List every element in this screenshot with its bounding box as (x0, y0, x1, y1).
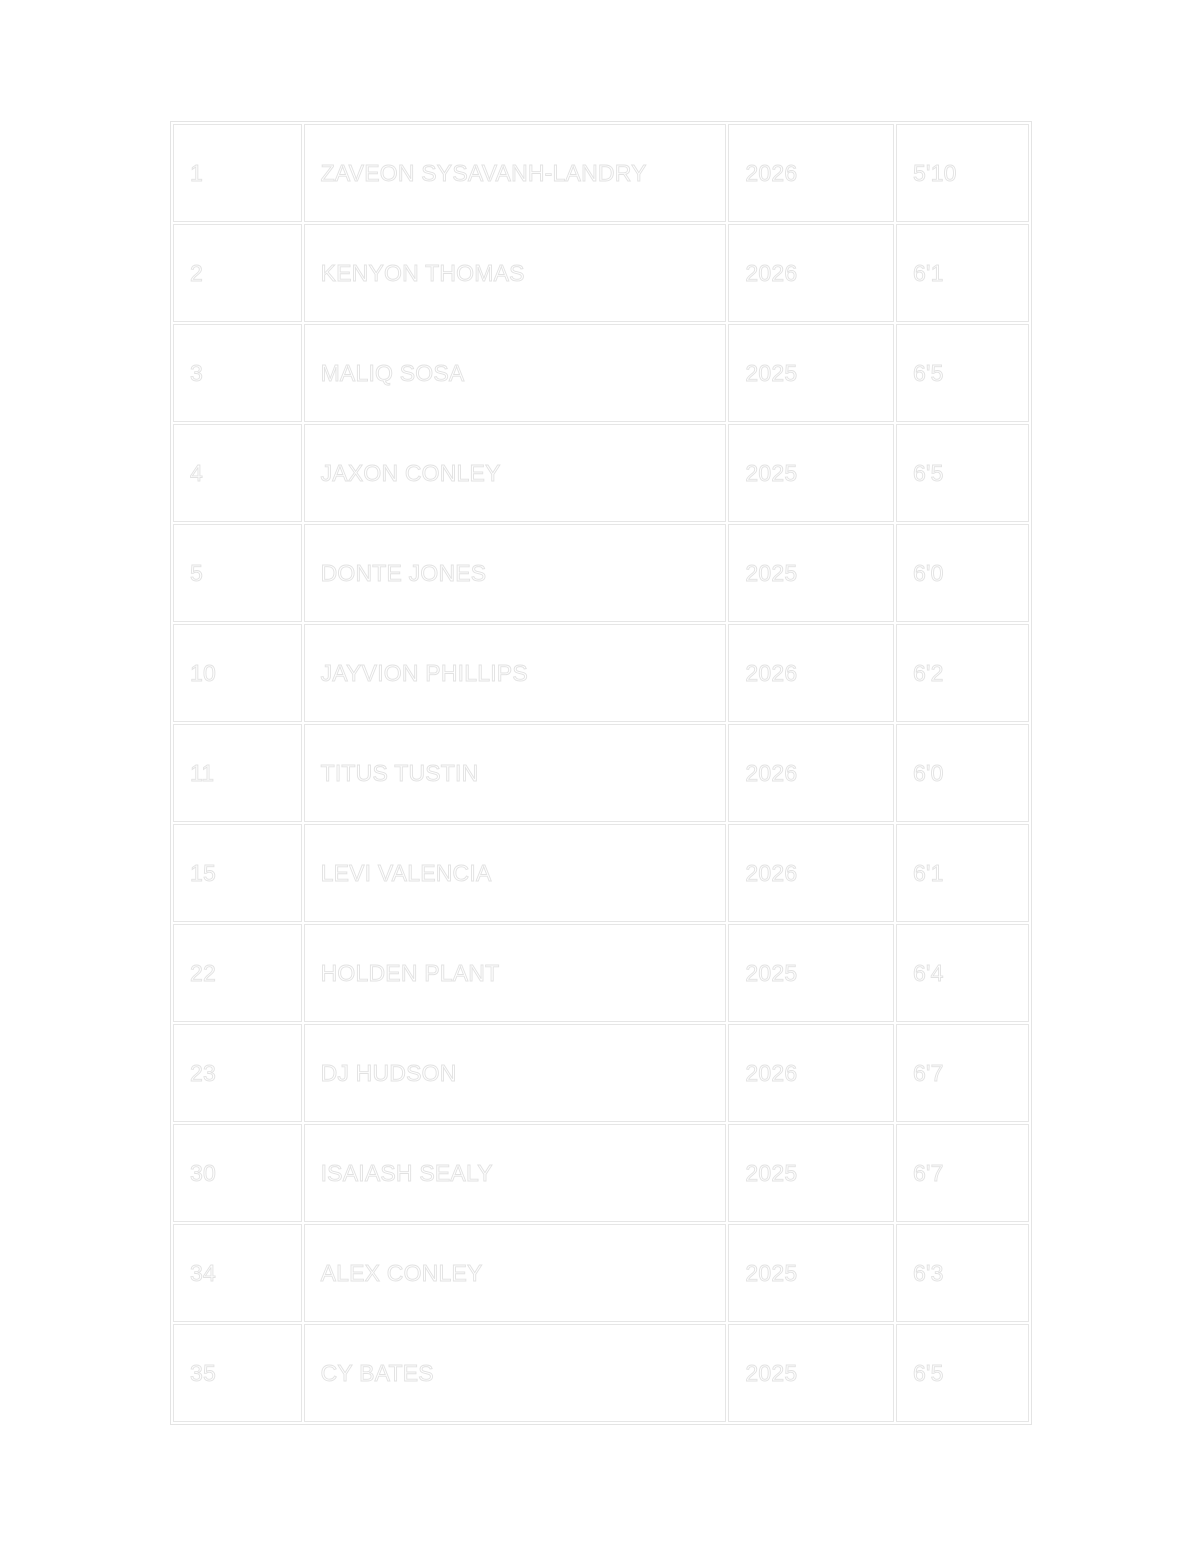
player-height-cell: 6'5 (896, 1324, 1029, 1422)
class-year-cell: 2026 (728, 624, 894, 722)
player-height-cell: 6'5 (896, 324, 1029, 422)
player-height-cell: 5'10 (896, 124, 1029, 222)
class-year-cell: 2026 (728, 824, 894, 922)
player-name-cell: ALEX CONLEY (304, 1224, 727, 1322)
table-row (173, 1024, 1029, 1122)
table-row (173, 324, 1029, 422)
class-year-cell: 2026 (728, 1024, 894, 1122)
jersey-number-cell: 1 (173, 124, 302, 222)
player-height-cell: 6'7 (896, 1024, 1029, 1122)
table-row (173, 724, 1029, 822)
table-row (173, 524, 1029, 622)
player-height-cell: 6'0 (896, 724, 1029, 822)
jersey-number-cell: 15 (173, 824, 302, 922)
jersey-number-cell: 35 (173, 1324, 302, 1422)
roster-table-body (173, 124, 1029, 1422)
player-height-cell: 6'7 (896, 1124, 1029, 1222)
player-name-cell: DONTE JONES (304, 524, 727, 622)
table-row (173, 124, 1029, 222)
roster-table (170, 121, 1032, 1425)
class-year-cell: 2025 (728, 924, 894, 1022)
class-year-cell: 2026 (728, 724, 894, 822)
jersey-number-cell: 11 (173, 724, 302, 822)
player-name-cell: CY BATES (304, 1324, 727, 1422)
player-height-cell: 6'3 (896, 1224, 1029, 1322)
table-row (173, 824, 1029, 922)
jersey-number-cell: 23 (173, 1024, 302, 1122)
table-row (173, 424, 1029, 522)
player-name-cell: ZAVEON SYSAVANH-LANDRY (304, 124, 727, 222)
player-height-cell: 6'1 (896, 224, 1029, 322)
jersey-number-cell: 5 (173, 524, 302, 622)
table-row (173, 624, 1029, 722)
player-height-cell: 6'5 (896, 424, 1029, 522)
jersey-number-cell: 22 (173, 924, 302, 1022)
jersey-number-cell: 34 (173, 1224, 302, 1322)
player-height-cell: 6'0 (896, 524, 1029, 622)
jersey-number-cell: 30 (173, 1124, 302, 1222)
class-year-cell: 2025 (728, 1324, 894, 1422)
table-row (173, 1324, 1029, 1422)
player-height-cell: 6'1 (896, 824, 1029, 922)
class-year-cell: 2025 (728, 1124, 894, 1222)
class-year-cell: 2025 (728, 524, 894, 622)
player-name-cell: JAXON CONLEY (304, 424, 727, 522)
player-name-cell: KENYON THOMAS (304, 224, 727, 322)
player-name-cell: ISAIASH SEALY (304, 1124, 727, 1222)
player-height-cell: 6'2 (896, 624, 1029, 722)
jersey-number-cell: 2 (173, 224, 302, 322)
player-height-cell: 6'4 (896, 924, 1029, 1022)
class-year-cell: 2026 (728, 224, 894, 322)
player-name-cell: DJ HUDSON (304, 1024, 727, 1122)
class-year-cell: 2025 (728, 1224, 894, 1322)
table-row (173, 224, 1029, 322)
class-year-cell: 2025 (728, 424, 894, 522)
table-row (173, 1224, 1029, 1322)
class-year-cell: 2025 (728, 324, 894, 422)
table-row (173, 1124, 1029, 1222)
player-name-cell: JAYVION PHILLIPS (304, 624, 727, 722)
player-name-cell: LEVI VALENCIA (304, 824, 727, 922)
jersey-number-cell: 4 (173, 424, 302, 522)
player-name-cell: TITUS TUSTIN (304, 724, 727, 822)
jersey-number-cell: 3 (173, 324, 302, 422)
class-year-cell: 2026 (728, 124, 894, 222)
jersey-number-cell: 10 (173, 624, 302, 722)
table-row (173, 924, 1029, 1022)
player-name-cell: HOLDEN PLANT (304, 924, 727, 1022)
player-name-cell: MALIQ SOSA (304, 324, 727, 422)
